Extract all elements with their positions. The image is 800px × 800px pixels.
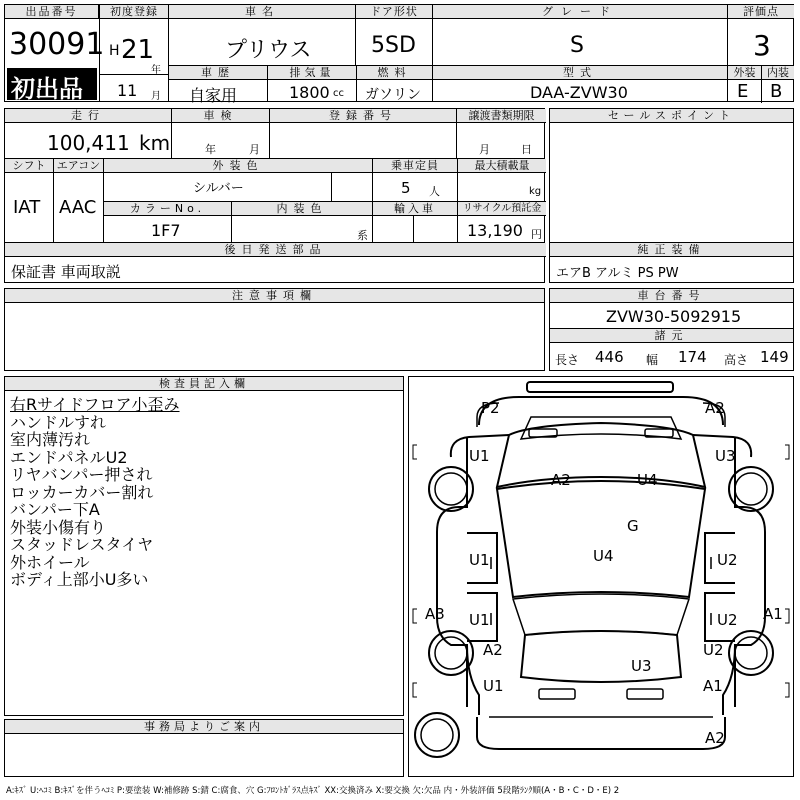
width-value: 174 bbox=[678, 348, 707, 366]
length-label: 長さ bbox=[555, 353, 580, 367]
office-label: 事務局よりご案内 bbox=[5, 720, 403, 734]
height-value: 149 bbox=[760, 348, 789, 366]
reg-no-label: 登録番号 bbox=[270, 109, 456, 123]
exterior-label: 外装 bbox=[728, 66, 761, 80]
damage-mark: U1 bbox=[469, 551, 490, 569]
first-listing-text: 初出品 bbox=[11, 75, 83, 103]
damage-mark: U4 bbox=[593, 547, 614, 565]
color-no-label: カラーNo. bbox=[104, 202, 231, 216]
mileage-unit: km bbox=[139, 131, 171, 155]
damage-mark: U3 bbox=[631, 657, 652, 675]
exterior-grade: E bbox=[737, 81, 749, 102]
ac: AAC bbox=[59, 197, 97, 218]
capacity: 5 bbox=[401, 179, 411, 197]
damage-mark: U2 bbox=[717, 551, 738, 569]
equipment: エアB アルミ PS PW bbox=[556, 266, 679, 281]
damage-mark: A2 bbox=[705, 399, 725, 417]
damage-mark: U1 bbox=[469, 447, 490, 465]
shift-label: シフト bbox=[5, 159, 53, 173]
shift: IAT bbox=[13, 197, 41, 218]
lot-no-label: 出品番号 bbox=[5, 5, 99, 19]
inspector-label: 検査員記入欄 bbox=[5, 377, 403, 391]
damage-mark: A2 bbox=[705, 729, 725, 747]
damage-mark: A3 bbox=[425, 605, 445, 623]
transfer-month-unit: 月 bbox=[479, 143, 490, 156]
capacity-label: 乗車定員 bbox=[373, 159, 457, 173]
details-section bbox=[4, 108, 545, 283]
max-load-unit: kg bbox=[529, 186, 542, 197]
int-color-label: 内装色 bbox=[232, 202, 372, 216]
inspector-line: ボディ上部小U多い bbox=[10, 570, 149, 589]
mileage-label: 走行 bbox=[5, 109, 171, 123]
inspector-line: ハンドルすれ bbox=[10, 412, 107, 432]
era-prefix: H bbox=[109, 43, 120, 59]
transfer-day-unit: 日 bbox=[521, 143, 532, 156]
first-reg-label: 初度登録 bbox=[100, 5, 168, 19]
car-diagram bbox=[409, 377, 793, 776]
inspector-line: エンドパネルU2 bbox=[10, 447, 128, 467]
inspection-month-unit: 月 bbox=[249, 143, 260, 156]
first-reg-year: 21 bbox=[121, 35, 155, 65]
office-section bbox=[4, 719, 404, 777]
inspector-line: スタッドレスタイヤ bbox=[10, 535, 154, 554]
car-name: プリウス bbox=[225, 38, 312, 63]
damage-mark: U1 bbox=[483, 677, 504, 695]
inspector-line: 右Rサイドフロア小歪み bbox=[10, 395, 180, 414]
displacement: 1800 bbox=[289, 83, 330, 102]
inspector-notes bbox=[10, 396, 180, 589]
history-label: 車歴 bbox=[169, 66, 267, 80]
recycle-label: リサイクル預託金 bbox=[458, 202, 546, 216]
inspection-label: 車検 bbox=[172, 109, 269, 123]
model-label: 型式 bbox=[433, 66, 727, 80]
grade-label: グレード bbox=[433, 5, 727, 19]
month-unit: 月 bbox=[151, 91, 161, 102]
fuel-label: 燃料 bbox=[357, 66, 432, 80]
damage-mark: A2 bbox=[551, 471, 571, 489]
later-parts: 保証書 車両取説 bbox=[11, 263, 121, 281]
damage-mark: G bbox=[627, 517, 639, 535]
recycle-fee: 13,190 bbox=[467, 221, 523, 240]
first-reg-month: 11 bbox=[117, 81, 138, 100]
car-name-label: 車名 bbox=[169, 5, 355, 19]
score: 3 bbox=[753, 29, 771, 62]
capacity-unit: 人 bbox=[429, 185, 440, 198]
damage-mark: P2 bbox=[481, 399, 500, 417]
lot-number: 30091 bbox=[9, 27, 105, 62]
length-value: 446 bbox=[595, 348, 624, 366]
notes-label: 注意事項欄 bbox=[5, 289, 544, 303]
damage-mark: U2 bbox=[717, 611, 738, 629]
ac-label: エアコン bbox=[54, 159, 103, 173]
sales-points-label: セールスポイント bbox=[550, 109, 793, 123]
mileage: 100,411 bbox=[47, 131, 130, 155]
damage-mark: A1 bbox=[763, 605, 783, 623]
specs-label: 諸元 bbox=[550, 329, 793, 343]
later-parts-label: 後日発送部品 bbox=[5, 243, 546, 257]
displacement-label: 排気量 bbox=[268, 66, 356, 80]
recycle-unit: 円 bbox=[531, 228, 542, 241]
import-label: 輸入車 bbox=[373, 202, 457, 216]
year-unit: 年 bbox=[151, 65, 161, 76]
inspector-line: 外装小傷有り bbox=[10, 517, 107, 537]
interior-grade: B bbox=[770, 81, 783, 102]
chassis-label: 車台番号 bbox=[550, 289, 793, 303]
inspection-year-unit: 年 bbox=[205, 143, 216, 156]
int-color-unit: 系 bbox=[357, 229, 368, 242]
ext-color: シルバー bbox=[193, 181, 244, 196]
damage-mark: U4 bbox=[637, 471, 658, 489]
chassis-number: ZVW30-5092915 bbox=[606, 307, 742, 326]
inspector-line: 室内薄汚れ bbox=[10, 430, 91, 449]
ext-color-label: 外装色 bbox=[104, 159, 372, 173]
sales-section bbox=[549, 108, 794, 283]
chassis-section bbox=[549, 288, 794, 371]
width-label: 幅 bbox=[646, 353, 659, 367]
equipment-label: 純正装備 bbox=[550, 243, 793, 257]
color-no: 1F7 bbox=[151, 221, 181, 240]
fuel: ガソリン bbox=[365, 87, 421, 103]
height-label: 高さ bbox=[724, 353, 749, 367]
damage-mark: A2 bbox=[483, 641, 503, 659]
inspector-line: バンパー下A bbox=[10, 500, 100, 519]
inspector-line: リヤバンパー押され bbox=[10, 465, 153, 484]
damage-mark: U1 bbox=[469, 611, 490, 629]
damage-legend: A:ｷｽﾞ U:ﾍｺﾐ B:ｷｽﾞを伴うﾍｺﾐ P:要塗装 W:補修跡 S:錆 C:腐食、穴 G:ﾌﾛﾝﾄｶﾞﾗｽ点ｷｽﾞ XX:交換済み X:要交換 欠:欠品 内・外装評価 5段階ﾗﾝｸ順(A・B・C・D・E) 2 bbox=[6, 786, 620, 796]
inspector-section bbox=[4, 376, 404, 716]
car-diagram-section bbox=[408, 376, 794, 777]
header-section bbox=[4, 4, 794, 105]
transfer-doc-label: 譲渡書類期限 bbox=[457, 109, 546, 123]
door-type-label: ドア形状 bbox=[356, 5, 432, 19]
damage-mark: A1 bbox=[703, 677, 723, 695]
door-type: 5SD bbox=[371, 33, 416, 58]
notes-section bbox=[4, 288, 545, 371]
max-load-label: 最大積載量 bbox=[458, 159, 546, 173]
displacement-unit: cc bbox=[333, 88, 344, 99]
damage-mark: U2 bbox=[703, 641, 724, 659]
model-code: DAA-ZVW30 bbox=[530, 83, 628, 102]
history: 自家用 bbox=[189, 86, 238, 105]
score-label: 評価点 bbox=[728, 5, 794, 19]
interior-label: 内装 bbox=[762, 66, 794, 80]
grade: S bbox=[570, 33, 584, 58]
damage-mark: U3 bbox=[715, 447, 736, 465]
inspector-line: ロッカーカバー割れ bbox=[10, 482, 154, 502]
inspector-line: 外ホイール bbox=[10, 552, 90, 572]
